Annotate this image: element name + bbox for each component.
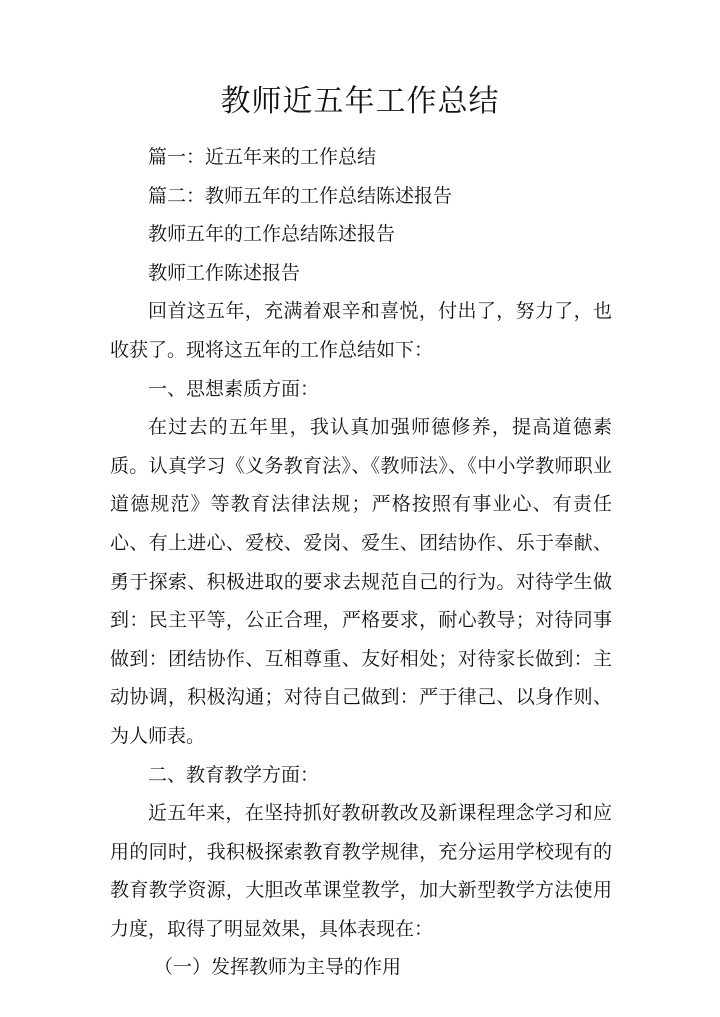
paragraph-intro: 回首这五年，充满着艰辛和喜悦，付出了，努力了，也收获了。现将这五年的工作总结如下： — [110, 300, 612, 361]
paragraph-ideology: 在过去的五年里，我认真加强师德修养，提高道德素质。认真学习《义务教育法》、《教师法》、《中小学教师职业道德规范》等教育法律法规；严格按照有事业心、有责任心、有上进心、爱校、爱岗、爱生、团结协作、乐于奉献、勇于探索、积极进取的要求去规范自己的行为。对待学生做到：民主平等，公正合理，严格要求，耐心教导；对待同事做到：团结协作、互相尊重、友好相处；对待家长做到：主动协调，积极沟通；对待自己做到：严于律己、以身作则、为人师表。 — [110, 416, 612, 747]
paragraph-report-subtitle: 教师工作陈述报告 — [148, 261, 301, 284]
subsection-heading-teacher-role: （一）发挥教师为主导的作用 — [154, 956, 402, 979]
paragraph-teaching: 近五年来，在坚持抓好教研教改及新课程理念学习和应用的同时，我积极探索教育教学规律，充分运用学校现有的教育教学资源，大胆改革课堂教学，加大新型教学方法使用力度，取得了明显效果，具体表现在： — [110, 802, 612, 940]
paragraph-part-two-heading: 篇二：教师五年的工作总结陈述报告 — [148, 184, 453, 207]
paragraph-part-one-heading: 篇一：近五年来的工作总结 — [148, 146, 377, 168]
paragraph-report-title: 教师五年的工作总结陈述报告 — [148, 223, 396, 246]
section-heading-ideology: 一、思想素质方面： — [148, 377, 320, 400]
section-heading-teaching: 二、教育教学方面： — [148, 763, 320, 786]
document-body — [110, 138, 612, 987]
document-title: 教师近五年工作总结 — [220, 84, 500, 119]
